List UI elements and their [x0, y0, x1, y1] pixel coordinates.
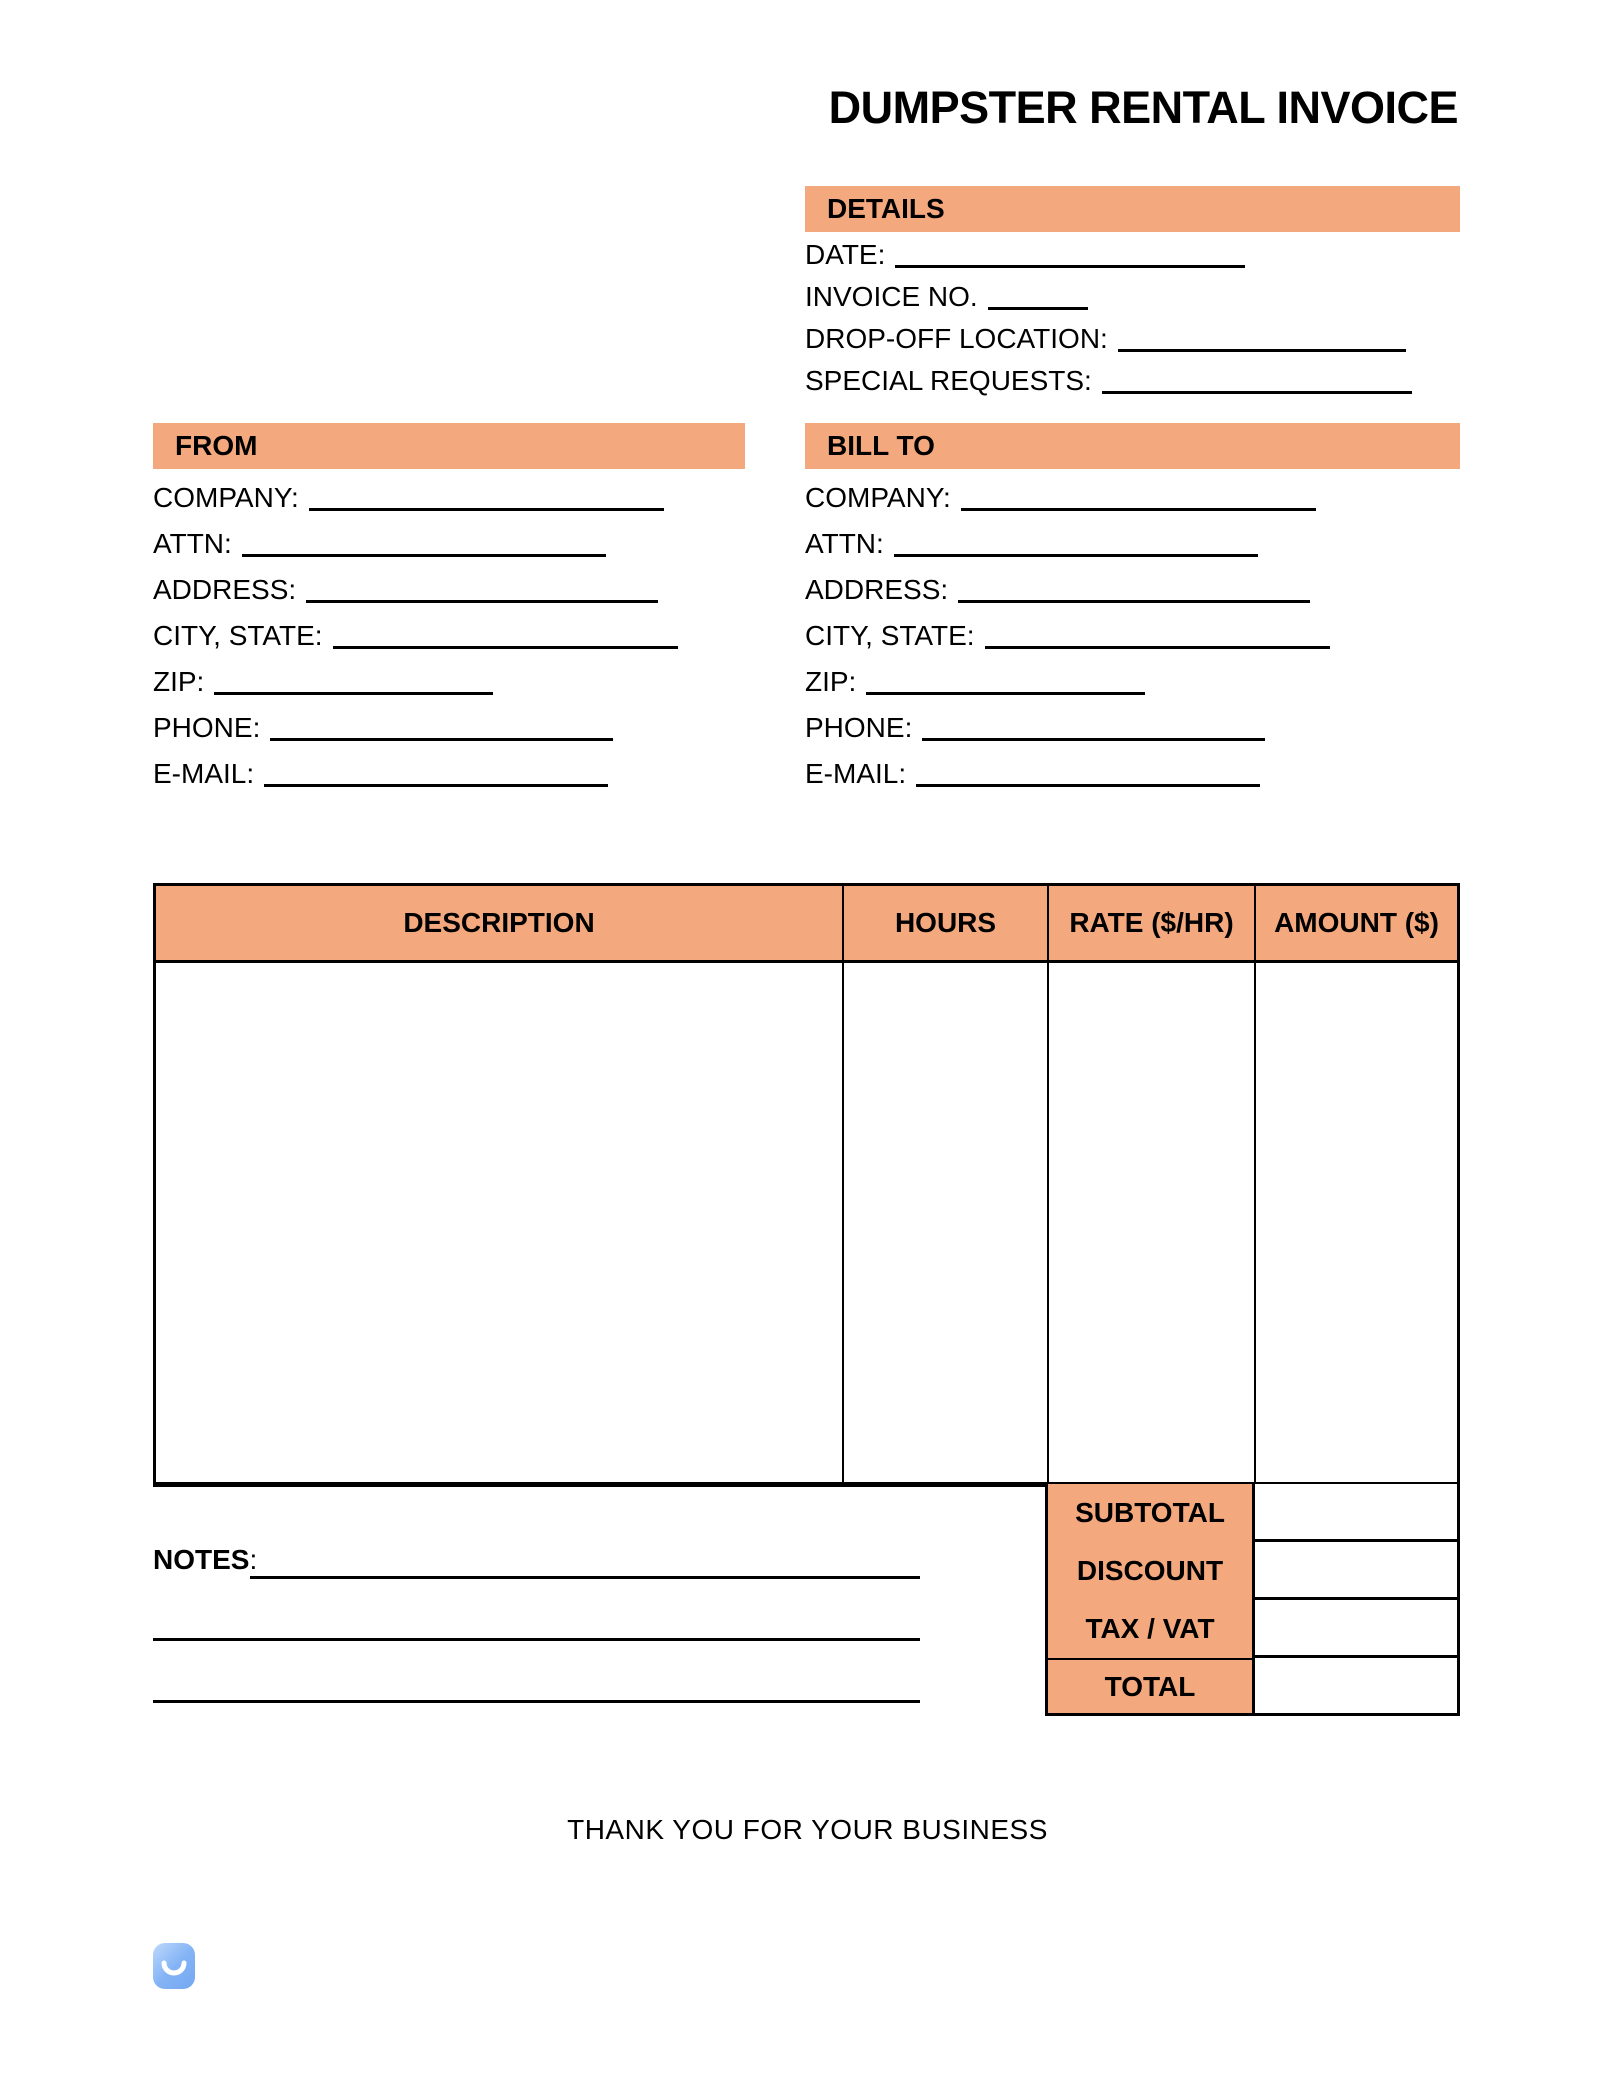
items-table-header-row [156, 886, 1457, 963]
city-state-input-line[interactable] [985, 646, 1330, 649]
city-state-input-line[interactable] [333, 646, 678, 649]
tax-vat-row [1045, 1600, 1460, 1658]
totals-section [1045, 1484, 1460, 1716]
field-row-city-state [153, 613, 745, 659]
phone-input-line[interactable] [270, 738, 613, 741]
smile-curve [153, 1943, 195, 1989]
field-row-address [805, 567, 1460, 613]
tax-vat-value-cell[interactable] [1252, 1600, 1460, 1658]
field-row-attn [153, 521, 745, 567]
address-label: ADDRESS: [805, 574, 949, 605]
company-input-line[interactable] [309, 508, 664, 511]
field-row-address [153, 567, 745, 613]
field-row-phone [153, 705, 745, 751]
notes-label [153, 1544, 257, 1576]
tax-vat-label: TAX / VAT [1045, 1600, 1252, 1658]
items-table [153, 883, 1460, 1487]
column-header-description: DESCRIPTION [156, 886, 842, 960]
dropoff-location-input-line[interactable] [1118, 349, 1406, 352]
field-row-zip [805, 659, 1460, 705]
bill-to-header-label: BILL TO [827, 430, 935, 461]
column-header-hours: HOURS [842, 886, 1047, 960]
phone-label: PHONE: [805, 712, 913, 743]
field-row-special-requests [805, 360, 1460, 402]
invoice-no-label: INVOICE NO. [805, 281, 978, 312]
column-header-rate: RATE ($/HR) [1047, 886, 1254, 960]
item-rate-cell[interactable] [1047, 963, 1254, 1482]
special-requests-input-line[interactable] [1102, 391, 1412, 394]
invoice-title: DUMPSTER RENTAL INVOICE [828, 82, 1458, 133]
attn-label: ATTN: [153, 528, 232, 559]
notes-input-line-1[interactable] [250, 1576, 920, 1579]
field-row-date [805, 234, 1460, 276]
invoice-no-input-line[interactable] [988, 307, 1088, 310]
notes-label-colon: : [249, 1544, 258, 1575]
zip-input-line[interactable] [866, 692, 1145, 695]
discount-row [1045, 1542, 1460, 1600]
company-label: COMPANY: [153, 482, 299, 513]
phone-input-line[interactable] [922, 738, 1265, 741]
item-hours-cell[interactable] [842, 963, 1047, 1482]
city-state-label: CITY, STATE: [805, 620, 975, 651]
field-row-email [805, 751, 1460, 797]
subtotal-value-cell[interactable] [1252, 1484, 1460, 1542]
email-label: E-MAIL: [805, 758, 907, 789]
notes-input-line-2[interactable] [153, 1638, 920, 1641]
company-label: COMPANY: [805, 482, 951, 513]
notes-input-line-3[interactable] [153, 1700, 920, 1703]
date-input-line[interactable] [895, 265, 1245, 268]
city-state-label: CITY, STATE: [153, 620, 323, 651]
bill-to-fields [805, 475, 1460, 797]
email-input-line[interactable] [264, 784, 608, 787]
subtotal-row [1045, 1484, 1460, 1542]
item-description-cell[interactable] [156, 963, 842, 1482]
email-label: E-MAIL: [153, 758, 255, 789]
from-fields [153, 475, 745, 797]
from-header-label: FROM [175, 430, 258, 461]
smile-document-icon [153, 1943, 195, 1989]
field-row-invoice-no [805, 276, 1460, 318]
email-input-line[interactable] [916, 784, 1260, 787]
item-amount-cell[interactable] [1254, 963, 1457, 1482]
field-row-company [153, 475, 745, 521]
company-input-line[interactable] [961, 508, 1316, 511]
details-fields [805, 234, 1460, 402]
discount-value-cell[interactable] [1252, 1542, 1460, 1600]
total-row [1045, 1658, 1460, 1716]
address-input-line[interactable] [958, 600, 1310, 603]
field-row-company [805, 475, 1460, 521]
date-label: DATE: [805, 239, 886, 270]
notes-label-bold: NOTES [153, 1544, 250, 1575]
field-row-email [153, 751, 745, 797]
column-header-amount: AMOUNT ($) [1254, 886, 1457, 960]
details-header-label: DETAILS [827, 193, 945, 224]
address-input-line[interactable] [306, 600, 658, 603]
thank-you-message: THANK YOU FOR YOUR BUSINESS [567, 1814, 1048, 1845]
zip-input-line[interactable] [214, 692, 493, 695]
field-row-zip [153, 659, 745, 705]
items-table-body-row [156, 963, 1457, 1482]
phone-label: PHONE: [153, 712, 261, 743]
details-section-header [805, 186, 1460, 232]
zip-label: ZIP: [805, 666, 857, 697]
special-requests-label: SPECIAL REQUESTS: [805, 365, 1092, 396]
field-row-attn [805, 521, 1460, 567]
field-row-phone [805, 705, 1460, 751]
total-label: TOTAL [1045, 1658, 1252, 1716]
subtotal-label: SUBTOTAL [1045, 1484, 1252, 1542]
attn-input-line[interactable] [894, 554, 1258, 557]
from-section-header [153, 423, 745, 469]
address-label: ADDRESS: [153, 574, 297, 605]
attn-label: ATTN: [805, 528, 884, 559]
discount-label: DISCOUNT [1045, 1542, 1252, 1600]
bill-to-section-header [805, 423, 1460, 469]
dropoff-location-label: DROP-OFF LOCATION: [805, 323, 1108, 354]
field-row-dropoff-location [805, 318, 1460, 360]
field-row-city-state [805, 613, 1460, 659]
attn-input-line[interactable] [242, 554, 606, 557]
total-value-cell[interactable] [1252, 1658, 1460, 1716]
zip-label: ZIP: [153, 666, 205, 697]
